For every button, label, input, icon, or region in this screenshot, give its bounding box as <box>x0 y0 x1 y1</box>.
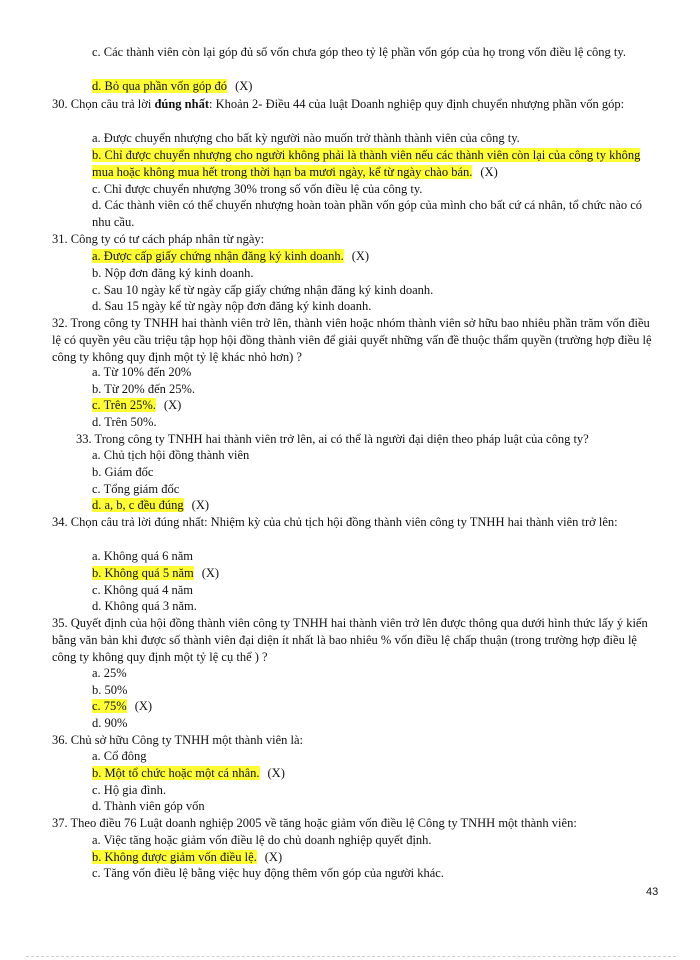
question-text: 31. Công ty có tư cách pháp nhân từ ngày: <box>52 232 265 246</box>
q30-option-b <box>92 147 658 181</box>
question-text: : Khoản 2- Điều 44 của luật Doanh nghiệp quy định chuyển nhượng phần vốn góp: <box>209 97 625 111</box>
highlighted-answer: a. Được cấp giấy chứng nhận đăng ký kinh doanh. <box>92 249 344 263</box>
q33-option-a <box>92 447 249 464</box>
option-text: b. Giám đốc <box>92 465 154 479</box>
highlighted-answer: c. Trên 25%. <box>92 398 156 412</box>
q34-option-a <box>92 548 193 565</box>
option-text: b. Từ 20% đến 25%. <box>92 382 196 396</box>
question-text: 37. Theo điều 76 Luật doanh nghiệp 2005 về tăng hoặc giảm vốn điều lệ Công ty TNHH một thành viên: <box>52 816 577 830</box>
q29-option-d <box>92 78 252 95</box>
bold-emphasis: đúng nhất <box>154 97 209 111</box>
option-text: c. Chỉ được chuyển nhượng 30% trong số vốn điều lệ của công ty. <box>92 182 423 196</box>
option-text: d. Thành viên góp vốn <box>92 799 205 813</box>
option-text: d. 90% <box>92 716 128 730</box>
option-text: c. Tăng vốn điều lệ bằng việc huy động thêm vốn góp của người khác. <box>92 866 444 880</box>
q32-option-b <box>92 381 195 398</box>
option-text: a. Không quá 6 năm <box>92 549 194 563</box>
q32-option-a <box>92 364 191 381</box>
question-text: 36. Chủ sở hữu Công ty TNHH một thành viên là: <box>52 733 303 747</box>
q31-option-d <box>92 298 371 315</box>
q36-option-a <box>92 748 147 765</box>
option-text: a. Chủ tịch hội đồng thành viên <box>92 448 250 462</box>
page-number: 43 <box>646 886 659 898</box>
q33-option-b <box>92 464 153 481</box>
q30-option-c <box>92 181 422 198</box>
question-34 <box>52 514 658 531</box>
answer-mark: (X) <box>163 398 182 412</box>
answer-mark: (X) <box>480 165 498 179</box>
option-text: c. Các thành viên còn lại góp đủ số vốn chưa góp theo tỷ lệ phần vốn góp của họ trong vốn điều lệ công ty. <box>92 45 626 59</box>
option-text: d. Sau 15 ngày kể từ ngày nộp đơn đăng ký kinh doanh. <box>92 299 372 313</box>
highlighted-answer: c. 75% <box>92 699 127 713</box>
question-32 <box>52 315 658 366</box>
highlighted-answer: b. Không quá 5 năm <box>92 566 194 580</box>
q33-option-c <box>92 481 179 498</box>
answer-mark: (X) <box>191 498 210 512</box>
q36-option-d <box>92 798 205 815</box>
highlighted-answer: d. Bỏ qua phần vốn góp đó <box>92 79 228 93</box>
option-text: b. 50% <box>92 683 128 697</box>
option-text: a. Từ 10% đến 20% <box>92 365 192 379</box>
question-37 <box>52 815 577 832</box>
q37-option-a <box>92 832 432 849</box>
q35-option-b <box>92 682 127 699</box>
q36-option-c <box>92 782 166 799</box>
answer-mark: (X) <box>134 699 153 713</box>
highlighted-answer: b. Không được giảm vốn điều lệ. <box>92 850 257 864</box>
option-text: d. Không quá 3 năm. <box>92 599 197 613</box>
question-text: 35. Quyết định của hội đồng thành viên công ty TNHH hai thành viên trở lên được thông qua dưới hình thức lấy ý kiến bằng văn bản khi được số thành viên đại diện ít nhất là bao nhiêu % vốn điều lệ chấp thuận (trong trường hợp điều lệ công ty không quy định một tỷ lệ cụ thể ) ? <box>52 616 648 664</box>
q34-option-c <box>92 582 193 599</box>
q34-option-d <box>92 598 197 615</box>
q29-option-c <box>92 44 658 61</box>
page-divider <box>26 956 676 957</box>
option-text: d. Các thành viên có thể chuyển nhượng hoàn toàn phần vốn góp của mình cho bất cứ cá nhân, tổ chức nào có nhu cầu. <box>92 198 643 229</box>
q32-option-c <box>92 397 181 414</box>
answer-mark: (X) <box>235 79 253 93</box>
option-text: a. Cổ đông <box>92 749 147 763</box>
answer-mark: (X) <box>264 850 283 864</box>
q32-option-d <box>92 414 157 431</box>
option-text: c. Sau 10 ngày kể từ ngày cấp giấy chứng nhận đăng ký kinh doanh. <box>92 283 434 297</box>
question-35 <box>52 615 658 666</box>
question-31 <box>52 231 264 248</box>
question-text: 34. Chọn câu trả lời đúng nhất: Nhiệm kỳ của chủ tịch hội đồng thành viên công ty TNHH hai thành viên trở lên: <box>52 515 618 529</box>
q31-option-a <box>92 248 369 265</box>
q37-option-b <box>92 849 282 866</box>
answer-mark: (X) <box>267 766 285 780</box>
option-text: b. Nộp đơn đăng ký kinh doanh. <box>92 266 254 280</box>
highlighted-answer: b. Một tổ chức hoặc một cá nhân. <box>92 766 260 780</box>
option-text: d. Trên 50%. <box>92 415 157 429</box>
q35-option-d <box>92 715 127 732</box>
answer-mark: (X) <box>201 566 220 580</box>
q31-option-b <box>92 265 253 282</box>
q30-option-a <box>92 130 520 147</box>
option-text: a. 25% <box>92 666 127 680</box>
q35-option-a <box>92 665 127 682</box>
q33-option-d <box>92 497 209 514</box>
option-text: c. Tổng giám đốc <box>92 482 180 496</box>
question-36 <box>52 732 303 749</box>
option-text: c. Không quá 4 năm <box>92 583 194 597</box>
option-text: a. Được chuyển nhượng cho bất kỳ người nào muốn trở thành thành viên của công ty. <box>92 131 520 145</box>
question-30 <box>52 96 658 113</box>
answer-mark: (X) <box>351 249 370 263</box>
q34-option-b <box>92 565 219 582</box>
question-text: 33. Trong công ty TNHH hai thành viên trở lên, ai có thể là người đại diện theo pháp luật của công ty? <box>76 432 589 446</box>
q31-option-c <box>92 282 433 299</box>
question-33 <box>76 431 589 448</box>
q37-option-c <box>92 865 444 882</box>
option-text: c. Hộ gia đình. <box>92 783 166 797</box>
q36-option-b <box>92 765 285 782</box>
q35-option-c <box>92 698 152 715</box>
highlighted-answer: b. Chỉ được chuyển nhượng cho người không phải là thành viên nếu các thành viên còn lại của công ty không mua hoặc không mua hết trong thời hạn ba mươi ngày, kể từ ngày chào bán. <box>92 148 641 179</box>
highlighted-answer: d. a, b, c đều đúng <box>92 498 184 512</box>
q30-option-d <box>92 197 658 231</box>
question-text: 32. Trong công ty TNHH hai thành viên trở lên, thành viên hoặc nhóm thành viên sở hữu bao nhiêu phần trăm vốn điều lệ có quyền yêu cầu triệu tập họp hội đồng thành viên để giải quyết những vấn đề thuộc thẩm quyền (trường hợp điều lệ công ty không quy định một tỷ lệ khác nhỏ hơn) ? <box>52 316 652 364</box>
question-number: 30. Chọn câu trả lời <box>52 97 152 111</box>
option-text: a. Việc tăng hoặc giảm vốn điều lệ do chủ doanh nghiệp quyết định. <box>92 833 432 847</box>
